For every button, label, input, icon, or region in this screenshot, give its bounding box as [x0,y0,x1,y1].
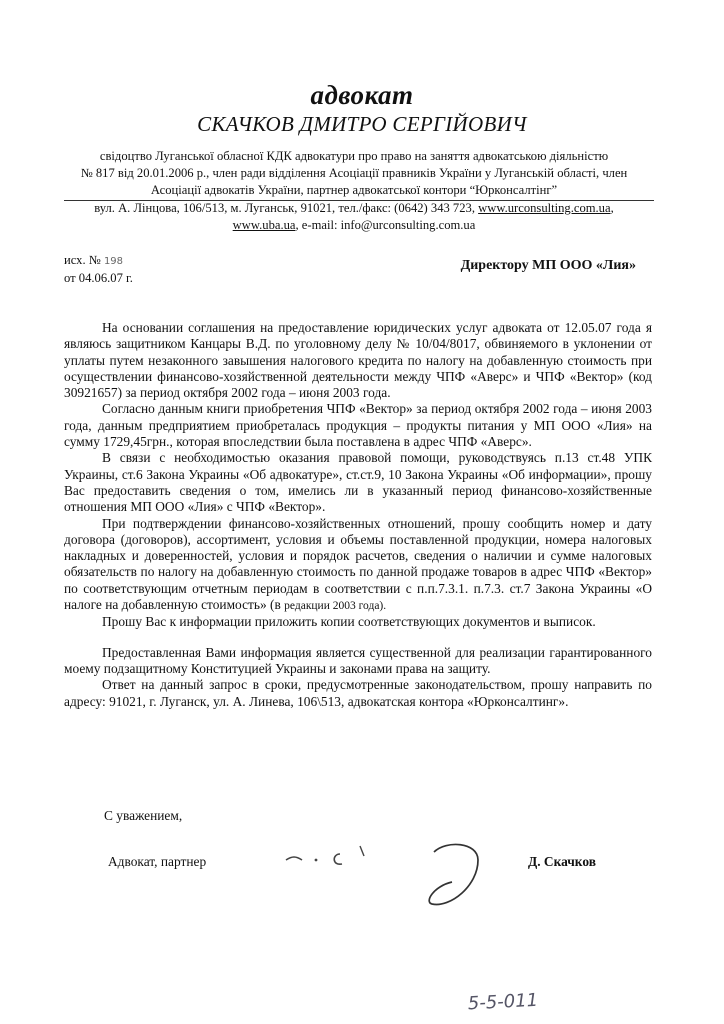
address-text: вул. А. Лінцова, 106/513, м. Луганськ, 91021, тел./факс: (0642) 343 723, [94,201,479,215]
reference-date: от 04.06.07 г. [64,271,133,285]
website-link[interactable]: www.urconsulting.com.ua [478,201,611,215]
body-paragraph: На основании соглашения на предоставление юридических услуг адвоката от 12.05.07 года я являюсь защитником Канцары В.Д. по уголовному делу № 10/04/8017, обвиняемого в уклонении от уплаты путем незаконного завышения налогового кредита по налогу на добавленную стоимость при осуществлении финансово-хозяйственной деятельности между ЧПФ «Аверс» и ЧПФ «Вектор» (код 30921657) за период октября 2002 года – июня 2003 года. [64,320,652,401]
recipient: Директору МП ООО «Лия» [460,258,636,273]
body-paragraph: Предоставленная Вами информация является существенной для реализации гарантированного моему подзащитному Конституцией Украины и законами права на защиту. [64,644,652,676]
contact-block [64,200,644,234]
body-paragraph: Согласно данным книги приобретения ЧПФ «Вектор» за период октября 2002 года – июня 2003 года, данным предприятием приобреталась продукция – продукты питания у МП ООО «Лия» на сумму 1729,45грн., которая впоследствии была поставлена в адрес ЧПФ «Аверс». [64,401,652,450]
paragraph-text: При подтверждении финансово-хозяйственных отношений, прошу сообщить номер и дату договора (договоров), ассортимент, условия и объемы поставленной продукции, номера налоговых накладных и доверенностей, условия и порядок расчетов, сведения о наличии и сумме налоговых обязательств по налогу на добавленную стоимость по данной продаже товаров в адрес ЧПФ «Вектор» по соответствующим отчетным периодам в соответствии с п.п.7.3.1. п.7.3. ст.7 Закона Украины «О налоге на добавленную стоимость» (в [64,515,652,613]
paragraph-tail: редакции 2003 года). [284,600,387,613]
body-paragraph: Прошу Вас к информации приложить копии соответствующих документов и выписок. [102,614,596,630]
reference-number-label: исх. № [64,253,101,267]
handwritten-note [464,985,574,1019]
body-paragraph: В связи с необходимостью оказания правовой помощи, руководствуясь п.13 ст.48 УПК Украины, ст.6 Закона Украины «Об адвокатуре», ст.ст.9, 10 Закона Украины «Об информации», прошу Вас предоставить сведения о том, имелись ли в указанный период финансово-хозяйственные отношения МП ООО «Лия» с ЧПФ «Вектор». [64,450,652,515]
closing-regards: С уважением, [104,808,183,823]
address-line [64,200,644,217]
contact-line [64,217,644,234]
signer-name: Д. Скачков [528,854,596,869]
signer-role: Адвокат, партнер [108,854,207,869]
letter-body [64,320,652,710]
handwritten-signature [282,838,512,918]
credentials-line: № 817 від 20.01.2006 р., член ради відділення Асоціації правників України у Луганській області, член [80,166,628,180]
credentials-line: свідоцтво Луганської обласної КДК адвокатури про право на заняття адвокатською діяльністю [99,149,609,163]
credentials-line: Асоціації адвокатів України, партнер адвокатської контори “Юрконсалтінг” [150,183,558,197]
credentials-block [64,148,644,199]
reference-number [64,252,133,270]
body-paragraph: Ответ на данный запрос в сроки, предусмотренные законодательством, прошу направить по адресу: 91021, г. Луганск, ул. А. Линева, 106\513, адвокатская контора «Юрконсалтинг». [64,677,652,709]
reference-number-value: 198 [103,256,124,267]
website-link-uba[interactable]: www.uba.ua [232,218,296,232]
address-separator: , [610,201,614,215]
outgoing-reference [64,252,133,286]
email-text: , e-mail: info@urconsulting.com.ua [295,218,476,232]
body-paragraph [64,516,652,615]
document-heading: адвокат [310,80,414,110]
handwritten-note-text: 5-5-011 [467,989,539,1015]
attorney-name: СКАЧКОВ ДМИТРО СЕРГІЙОВИЧ [197,112,527,136]
